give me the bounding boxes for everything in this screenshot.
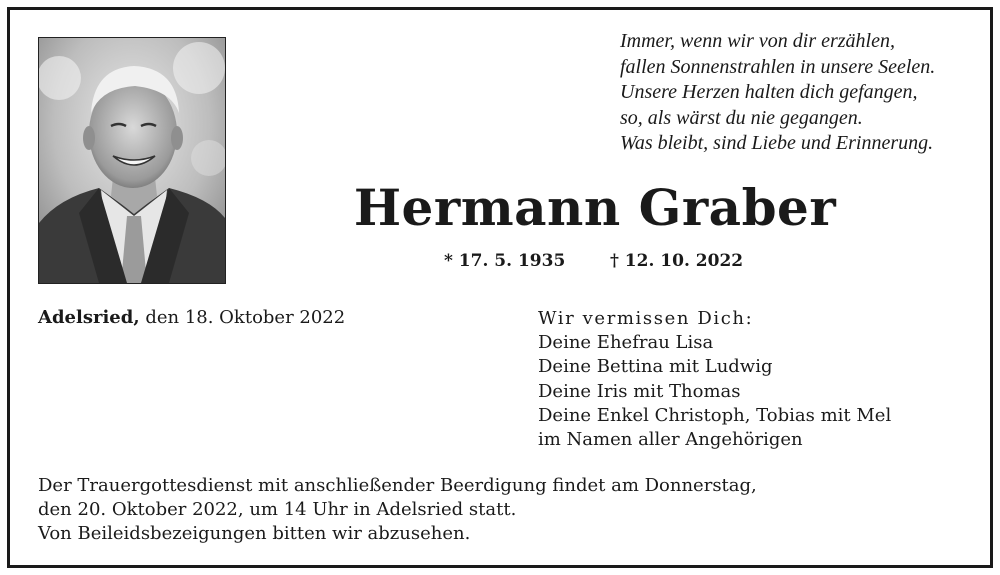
service-line: Der Trauergottesdienst mit anschließender Beerdigung findet am Donnerstag, <box>38 475 757 496</box>
death-date: † 12. 10. 2022 <box>610 251 744 271</box>
mourner-line: Deine Ehefrau Lisa <box>538 332 714 354</box>
mourner-line: Deine Enkel Christoph, Tobias mit Mel <box>538 404 892 426</box>
service-line: Von Beileidsbezeigungen bitten wir abzusehen. <box>38 523 471 545</box>
service-line: den 20. Oktober 2022, um 14 Uhr in Adelsried statt. <box>38 499 517 521</box>
place-and-date <box>38 307 345 328</box>
poem-line: so, als wärst du nie gegangen. <box>620 106 863 129</box>
mourner-line: im Namen aller Angehörigen <box>538 429 803 451</box>
mourner-line: Deine Iris mit Thomas <box>538 380 741 402</box>
place-name: Adelsried, <box>38 307 140 328</box>
birth-date: * 17. 5. 1935 <box>444 251 566 271</box>
notice-date: den 18. Oktober 2022 <box>139 307 346 328</box>
mourners-intro: Wir vermissen Dich: <box>538 308 754 329</box>
memorial-poem <box>620 29 980 157</box>
poem-line: Was bleibt, sind Liebe und Erinnerung. <box>620 132 934 154</box>
poem-line: fallen Sonnenstrahlen in unsere Seelen. <box>620 55 936 78</box>
portrait-photo <box>38 37 226 284</box>
mourners-list <box>538 307 891 452</box>
poem-line: Immer, wenn wir von dir erzählen, <box>620 30 895 52</box>
poem-line: Unsere Herzen halten dich gefangen, <box>620 81 918 103</box>
mourner-line: Deine Bettina mit Ludwig <box>538 356 773 378</box>
funeral-service-notice <box>38 474 757 547</box>
deceased-name: Hermann Graber <box>353 178 837 237</box>
